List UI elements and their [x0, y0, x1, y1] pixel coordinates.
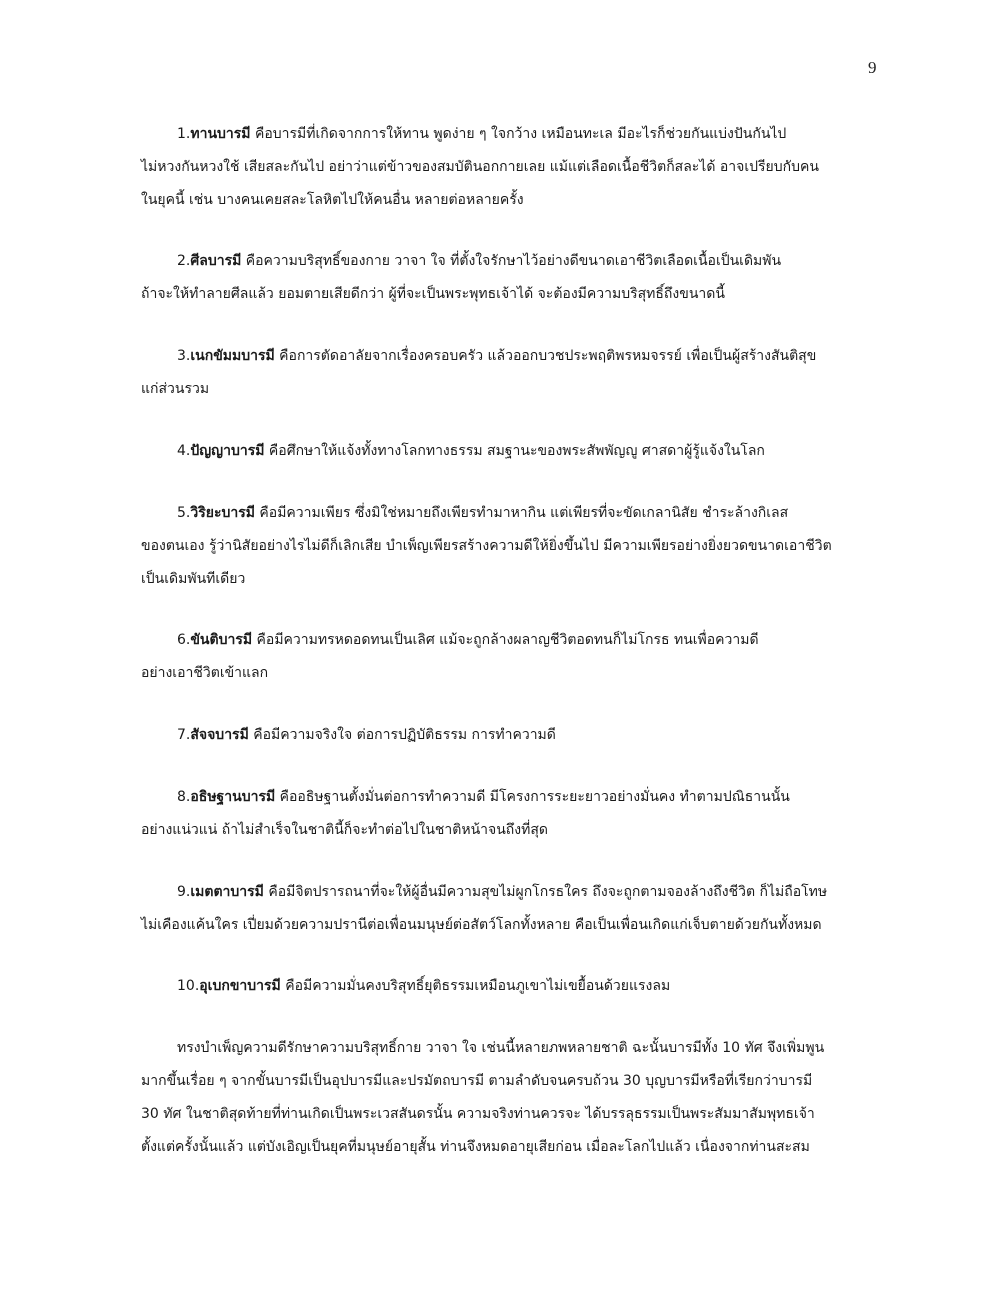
paragraph-line: ไม่เคืองแค้นใคร เปี่ยมด้วยความปรานีต่อเพื่อนมนุษย์ต่อสัตว์โลกทั้งหลาย คือเป็นเพื่อนเกิดแก่เจ็บตายด้วยกันทั้งหมด	[141, 917, 822, 933]
paragraph-first-text: ทรงบำเพ็ญความดีรักษาความบริสุทธิ์กาย วาจา ใจ เช่นนี้หลายภพหลายชาติ ฉะนั้นบารมีทั้ง 10 ทัศ จึงเพิ่มพูน	[177, 1040, 825, 1056]
paragraph-line: แก่ส่วนรวม	[141, 381, 210, 397]
page-number: 9	[868, 58, 877, 77]
item-number: 2.	[177, 253, 191, 269]
paragraph-first-line	[141, 970, 881, 1003]
parami-term: เนกขัมมบารมี	[190, 348, 275, 364]
parami-term: เมตตาบารมี	[190, 884, 264, 900]
item-number: 8.	[177, 789, 191, 805]
paragraph-line: อย่างเอาชีวิตเข้าแลก	[141, 665, 269, 681]
paragraph-line: ของตนเอง รู้ว่านิสัยอย่างไรไม่ดีก็เลิกเสีย บำเพ็ญเพียรสร้างความดีให้ยิ่งขึ้นไป มีความเพียรอย่างยิ่งยวดขนาดเอาชีวิต	[141, 538, 832, 554]
item-number: 4.	[177, 443, 191, 459]
paragraph-first-line	[141, 245, 881, 278]
parami-term: ทานบารมี	[190, 126, 251, 142]
paragraph-line: 30 ทัศ ในชาติสุดท้ายที่ท่านเกิดเป็นพระเวสสันดรนั้น ความจริงท่านควรจะ ได้บรรลุธรรมเป็นพระสัมมาสัมพุทธเจ้า	[141, 1106, 815, 1122]
paragraph-first-text: คืออธิษฐานตั้งมั่นต่อการทำความดี มีโครงการระยะยาวอย่างมั่นคง ทำตามปณิธานนั้น	[275, 789, 790, 805]
item-number: 3.	[177, 348, 191, 364]
paragraph-first-line	[141, 435, 881, 468]
parami-term: ศีลบารมี	[190, 253, 242, 269]
paragraph-first-text: คือมีจิตปรารถนาที่จะให้ผู้อื่นมีความสุขไม่ผูกโกรธใคร ถึงจะถูกตามจองล้างถึงชีวิต ก็ไม่ถือโทษ	[263, 884, 828, 900]
item-number: 1.	[177, 126, 191, 142]
parami-term: อธิษฐานบารมี	[190, 789, 276, 805]
paragraph-first-line	[141, 719, 881, 752]
paragraph-first-text: คือมีความจริงใจ ต่อการปฏิบัติธรรม การทำความดี	[248, 727, 556, 743]
paragraph-1	[141, 118, 881, 217]
paragraph-first-text: คือความบริสุทธิ์ของกาย วาจา ใจ ที่ตั้งใจรักษาไว้อย่างดีขนาดเอาชีวิตเลือดเนื้อเป็นเดิมพัน	[241, 253, 782, 269]
paragraph-first-text: คือการตัดอาลัยจากเรื่องครอบครัว แล้วออกบวชประพฤติพรหมจรรย์ เพื่อเป็นผู้สร้างสันติสุข	[274, 348, 817, 364]
item-number: 9.	[177, 884, 191, 900]
paragraph-11	[141, 1032, 881, 1164]
paragraph-first-line	[141, 624, 881, 657]
paragraph-8	[141, 781, 881, 847]
paragraph-line: เป็นเดิมพันทีเดียว	[141, 571, 246, 587]
paragraph-line: ไม่หวงกันหวงใช้ เสียสละกันไป อย่าว่าแต่ข้าวของสมบัตินอกกายเลย แม้แต่เลือดเนื้อชีวิตก็สละได้ อาจเปรียบกับคน	[141, 159, 819, 175]
paragraph-first-line	[141, 876, 881, 909]
parami-term: สัจจบารมี	[190, 727, 249, 743]
parami-term: วิริยะบารมี	[190, 505, 255, 521]
paragraph-3	[141, 340, 881, 406]
item-number: 10.	[177, 978, 200, 994]
paragraph-line: มากขึ้นเรื่อย ๆ จากขั้นบารมีเป็นอุปบารมีและปรมัตถบารมี ตามลำดับจนครบถ้วน 30 บุญบารมีหรือที่เรียกว่าบารมี	[141, 1073, 813, 1089]
paragraph-6	[141, 624, 881, 690]
parami-term: ปัญญาบารมี	[190, 443, 265, 459]
paragraph-first-line	[141, 118, 881, 151]
paragraph-line: ตั้งแต่ครั้งนั้นแล้ว แต่บังเอิญเป็นยุคที่มนุษย์อายุสั้น ท่านจึงหมดอายุเสียก่อน เมื่อละโลกไปแล้ว เนื่องจากท่านสะสม	[141, 1139, 810, 1155]
parami-term: อุเบกขาบารมี	[199, 978, 281, 994]
paragraph-first-line	[141, 497, 881, 530]
paragraph-line: ถ้าจะให้ทำลายศีลแล้ว ยอมตายเสียดีกว่า ผู้ที่จะเป็นพระพุทธเจ้าได้ จะต้องมีความบริสุทธิ์ถึงขนาดนี้	[141, 286, 725, 302]
paragraph-5	[141, 497, 881, 596]
paragraph-4	[141, 435, 881, 468]
paragraph-first-line	[141, 781, 881, 814]
paragraph-first-text: คือบารมีที่เกิดจากการให้ทาน พูดง่าย ๆ ใจกว้าง เหมือนทะเล มีอะไรก็ช่วยกันแบ่งปันกันไป	[250, 126, 787, 142]
paragraph-10	[141, 970, 881, 1003]
paragraph-first-text: คือมีความทรหดอดทนเป็นเลิศ แม้จะถูกล้างผลาญชีวิตอดทนก็ไม่โกรธ ทนเพื่อความดี	[252, 632, 759, 648]
paragraph-line: อย่างแน่วแน่ ถ้าไม่สำเร็จในชาตินี้ก็จะทำต่อไปในชาติหน้าจนถึงที่สุด	[141, 822, 548, 838]
paragraph-first-text: คือมีความมั่นคงบริสุทธิ์ยุติธรรมเหมือนภูเขาไม่เขยื้อนด้วยแรงลม	[280, 978, 671, 994]
paragraph-9	[141, 876, 881, 942]
item-number: 6.	[177, 632, 191, 648]
paragraph-first-text: คือมีความเพียร ซึ่งมิใช่หมายถึงเพียรทำมาหากิน แต่เพียรที่จะขัดเกลานิสัย ชำระล้างกิเลส	[254, 505, 789, 521]
paragraph-first-text: คือศึกษาให้แจ้งทั้งทางโลกทางธรรม สมฐานะของพระสัพพัญญู ศาสดาผู้รู้แจ้งในโลก	[264, 443, 765, 459]
parami-term: ขันติบารมี	[190, 632, 253, 648]
paragraph-first-line	[141, 340, 881, 373]
paragraph-7	[141, 719, 881, 752]
paragraph-2	[141, 245, 881, 311]
item-number: 5.	[177, 505, 191, 521]
paragraph-first-line	[141, 1032, 881, 1065]
paragraph-line: ในยุคนี้ เช่น บางคนเคยสละโลหิตไปให้คนอื่น หลายต่อหลายครั้ง	[141, 192, 524, 208]
item-number: 7.	[177, 727, 191, 743]
